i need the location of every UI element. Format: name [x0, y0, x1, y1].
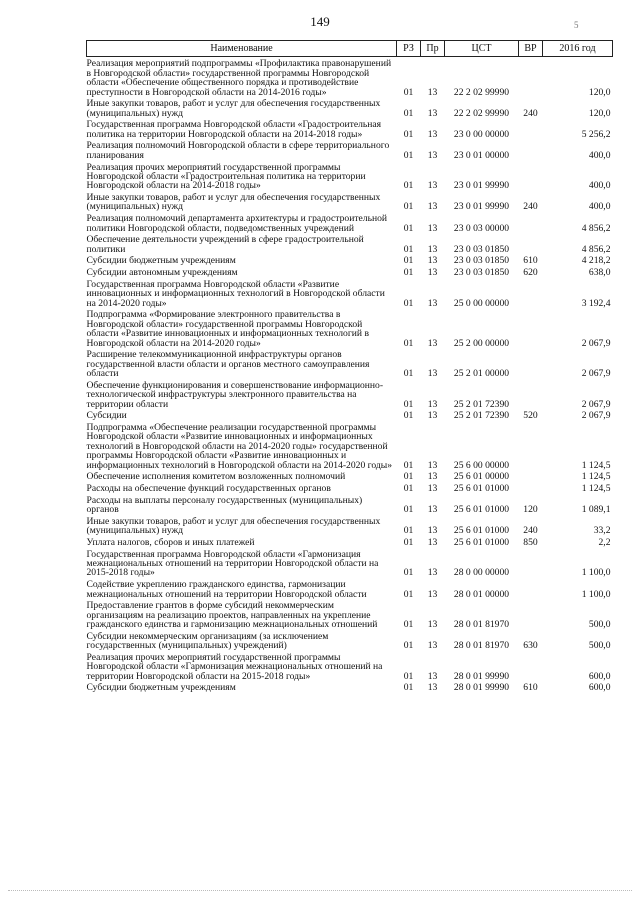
header-rz: РЗ: [397, 41, 421, 57]
row-vr: [519, 233, 543, 254]
row-rz: 01: [403, 525, 414, 537]
row-name: Государственная программа Новгородской области «Развитие инновационных и информационных технологий в Новгородской области на 2014-2020 годы»: [86, 278, 385, 309]
row-cst: 25 6 01 01000: [453, 504, 510, 516]
row-rz: 01: [403, 368, 414, 380]
row-pr: 13: [427, 640, 438, 652]
row-amount: 2 067,9: [581, 410, 611, 422]
row-cst: 25 6 01 01000: [453, 525, 510, 537]
row-pr: 13: [427, 567, 438, 579]
row-name: Реализация прочих мероприятий государственной программы Новгородской области «Гармонизация межнациональных отношений на территории Новгородской области на 2015-2018 годы»: [86, 651, 383, 682]
row-rz: 01: [403, 567, 414, 579]
row-pr: 13: [427, 471, 438, 483]
row-vr: [519, 578, 543, 599]
row-pr: 13: [427, 619, 438, 631]
row-vr: [519, 470, 543, 482]
table-row: [87, 308, 613, 348]
table-row: [87, 651, 613, 682]
row-name: Обеспечение деятельности учреждений в сфере градостроительной политики: [86, 234, 364, 255]
row-rz: 01: [403, 337, 414, 349]
row-amount: 1 124,5: [581, 471, 611, 483]
row-name: Расширение телекоммуникационной инфраструктуры органов государственной власти области и органов местного самоуправления области: [86, 349, 370, 380]
row-pr: 13: [427, 107, 438, 119]
row-cst: 25 6 01 01000: [453, 483, 510, 494]
row-vr: [519, 308, 543, 348]
row-name: Реализация полномочий департамента архитектуры и градостроительной политики Новгородской области, подведомственных учреждений: [86, 213, 388, 234]
row-pr: 13: [427, 588, 438, 600]
row-amount: 120,0: [588, 107, 611, 119]
row-pr: 13: [427, 670, 438, 682]
row-name: Расходы на выплаты персоналу государственных (муниципальных) органов: [86, 494, 363, 516]
table-row: [87, 470, 613, 482]
row-vr: 240: [523, 525, 538, 537]
corner-stamp: 5: [574, 20, 579, 30]
row-vr: 610: [523, 255, 538, 267]
row-cst: 25 6 00 00000: [453, 459, 510, 471]
table-row: [87, 515, 613, 536]
row-cst: 23 0 03 01850: [453, 243, 510, 255]
row-amount: 400,0: [588, 180, 611, 192]
row-vr: [519, 651, 543, 682]
row-vr: 240: [523, 107, 538, 119]
row-amount: 500,0: [588, 640, 611, 652]
header-cst: ЦСТ: [445, 41, 519, 57]
row-rz: 01: [403, 670, 414, 682]
header-vr: ВР: [519, 41, 543, 57]
row-amount: 1 124,5: [581, 459, 611, 471]
row-cst: 25 2 01 00000: [453, 368, 510, 380]
row-vr: 850: [523, 536, 538, 548]
header-pr: Пр: [421, 41, 445, 57]
budget-table: [86, 40, 613, 693]
row-name: Расходы на обеспечение функций государственных органов: [86, 483, 331, 494]
row-name: Обеспечение исполнения комитетом возложенных полномочий: [86, 471, 346, 483]
row-vr: [519, 278, 543, 309]
row-vr: 120: [523, 504, 538, 516]
table-row: [87, 629, 613, 650]
row-rz: 01: [403, 398, 414, 410]
row-rz: 01: [403, 504, 414, 516]
row-cst: 25 0 00 00000: [453, 297, 510, 309]
table-row: [87, 599, 613, 630]
row-cst: 22 2 02 99990: [453, 86, 510, 98]
table-row: [87, 57, 613, 97]
row-vr: [519, 482, 543, 494]
row-rz: 01: [403, 588, 414, 600]
row-vr: [519, 160, 543, 191]
row-vr: [519, 348, 543, 379]
row-vr: [519, 57, 543, 97]
table-row: [87, 681, 613, 693]
row-pr: 13: [427, 368, 438, 380]
table-row: [87, 254, 613, 266]
row-pr: 13: [427, 504, 438, 516]
row-amount: 4 218,2: [581, 255, 611, 267]
row-pr: 13: [427, 483, 438, 494]
table-row: [87, 266, 613, 278]
row-rz: 01: [403, 297, 414, 309]
row-pr: 13: [427, 410, 438, 422]
row-vr: [519, 378, 543, 409]
row-pr: 13: [427, 180, 438, 192]
row-cst: 25 2 01 72390: [453, 410, 510, 422]
row-vr: 520: [523, 410, 538, 422]
row-name: Субсидии бюджетным учреждениям: [86, 682, 236, 694]
row-vr: 630: [523, 640, 538, 652]
row-name: Иные закупки товаров, работ и услуг для обеспечения государственных (муниципальных) нужд: [86, 98, 381, 119]
row-rz: 01: [403, 180, 414, 192]
row-name: Содействие укреплению гражданского единства, гармонизации межнациональных отношений на территории Новгородской области: [86, 579, 367, 600]
page-number: 149: [310, 14, 330, 29]
row-cst: 28 0 00 00000: [453, 567, 510, 579]
row-amount: 2 067,9: [581, 368, 611, 380]
table-row: [87, 348, 613, 379]
row-rz: 01: [403, 410, 414, 422]
row-rz: 01: [403, 267, 414, 279]
table-body: [87, 57, 613, 693]
table-row: [87, 409, 613, 421]
row-rz: 01: [403, 619, 414, 631]
table-row: [87, 421, 613, 470]
row-pr: 13: [427, 201, 438, 213]
table-row: [87, 278, 613, 309]
row-rz: 01: [403, 471, 414, 483]
row-pr: 13: [427, 297, 438, 309]
row-vr: 620: [523, 267, 538, 279]
row-name: Субсидии некоммерческим организациям (за исключением государственных (муниципальных) учреждений): [86, 630, 329, 652]
row-name: Субсидии бюджетным учреждениям: [86, 255, 236, 267]
row-cst: 23 0 01 00000: [453, 149, 510, 161]
row-pr: 13: [427, 255, 438, 267]
row-rz: 01: [403, 107, 414, 119]
row-amount: 600,0: [588, 682, 611, 694]
row-amount: 3 192,4: [581, 297, 611, 309]
row-amount: 500,0: [588, 619, 611, 631]
row-name: Иные закупки товаров, работ и услуг для обеспечения государственных (муниципальных) нужд: [86, 515, 381, 537]
header-name: Наименование: [87, 41, 397, 57]
row-pr: 13: [427, 149, 438, 161]
row-vr: [519, 212, 543, 233]
row-name: Субсидии: [86, 410, 127, 422]
row-vr: [519, 421, 543, 470]
table-row: [87, 191, 613, 212]
row-amount: 5 256,2: [581, 128, 611, 140]
row-rz: 01: [403, 149, 414, 161]
table-row: [87, 212, 613, 233]
row-rz: 01: [403, 201, 414, 213]
row-amount: 120,0: [588, 86, 611, 98]
row-name: Реализация полномочий Новгородской области в сфере территориального планирования: [86, 140, 390, 161]
row-name: Подпрограмма «Формирование электронного правительства в Новгородской области» государственной программы Новгородской области «Развитие инновационных и информационных технологий в Новгородской области на 2014-2020 годы»: [86, 309, 369, 349]
row-cst: 25 2 01 72390: [453, 398, 510, 410]
row-cst: 23 0 03 01850: [453, 267, 510, 279]
row-rz: 01: [403, 459, 414, 471]
row-rz: 01: [403, 682, 414, 694]
row-amount: 600,0: [588, 670, 611, 682]
table-row: [87, 118, 613, 139]
row-rz: 01: [403, 222, 414, 234]
row-cst: 23 0 01 99990: [453, 180, 510, 192]
row-pr: 13: [427, 86, 438, 98]
row-amount: 2 067,9: [581, 398, 611, 410]
row-rz: 01: [403, 640, 414, 652]
row-amount: 4 856,2: [581, 243, 611, 255]
row-rz: 01: [403, 243, 414, 255]
row-pr: 13: [427, 337, 438, 349]
table-row: [87, 378, 613, 409]
table-header-row: [87, 41, 613, 57]
row-pr: 13: [427, 682, 438, 694]
row-amount: 638,0: [588, 267, 611, 279]
row-cst: 25 2 00 00000: [453, 337, 510, 349]
row-cst: 23 0 01 99990: [453, 201, 510, 213]
table-row: [87, 139, 613, 160]
row-cst: 23 0 03 00000: [453, 222, 510, 234]
table-row: [87, 482, 613, 494]
row-amount: 1 100,0: [581, 588, 611, 600]
row-rz: 01: [403, 128, 414, 140]
row-cst: 22 2 02 99990: [453, 107, 510, 119]
row-cst: 28 0 01 99990: [453, 682, 510, 694]
table-row: [87, 536, 613, 548]
row-pr: 13: [427, 222, 438, 234]
row-pr: 13: [427, 536, 438, 548]
row-name: Реализация мероприятий подпрограммы «Профилактика правонарушений в Новгородской области» государственной программы Новгородской области «Обеспечение общественного порядка и противодействие преступности в Новгородской области на 2014-2016 годы»: [86, 58, 392, 98]
row-cst: 28 0 01 81970: [453, 619, 510, 631]
row-amount: 1 100,0: [581, 567, 611, 579]
scan-artifact-line: [8, 890, 632, 891]
row-vr: 610: [523, 682, 538, 694]
row-pr: 13: [427, 128, 438, 140]
row-name: Подпрограмма «Обеспечение реализации государственной программы Новгородской области «Развитие инновационных и информационных технологий в Новгородской области на 2014-2020 годы» государственной программы Новгородской области «Развитие инновационных и информационных технологий в Новгородской области на 2014-2020 годы»: [86, 421, 392, 471]
table-row: [87, 233, 613, 254]
row-vr: [519, 547, 543, 578]
row-rz: 01: [403, 483, 414, 494]
row-amount: 2,2: [598, 536, 611, 548]
row-rz: 01: [403, 255, 414, 267]
row-vr: [519, 139, 543, 160]
row-pr: 13: [427, 267, 438, 279]
row-vr: 240: [523, 201, 538, 213]
row-cst: 28 0 01 81970: [453, 640, 510, 652]
row-amount: 2 067,9: [581, 337, 611, 349]
table-row: [87, 160, 613, 191]
row-rz: 01: [403, 86, 414, 98]
row-amount: 33,2: [593, 525, 611, 537]
row-cst: 23 0 03 01850: [453, 255, 510, 267]
row-name: Субсидии автономным учреждениям: [86, 267, 238, 279]
table-row: [87, 547, 613, 578]
row-amount: 1 089,1: [581, 504, 611, 516]
row-name: Реализация прочих мероприятий государственной программы Новгородской области «Градостроительная политика на территории Новгородской области на 2014-2018 годы»: [86, 161, 366, 192]
table-row: [87, 578, 613, 599]
row-rz: 01: [403, 536, 414, 548]
row-vr: [519, 118, 543, 139]
row-amount: 400,0: [588, 201, 611, 213]
row-name: Иные закупки товаров, работ и услуг для обеспечения государственных (муниципальных) нужд: [86, 192, 381, 213]
row-name: Обеспечение функционирования и совершенствование информационно-технологической инфраструктуры электронного правительства на территории области: [86, 379, 384, 410]
row-name: Предоставление грантов в форме субсидий некоммерческим организациям на реализацию проектов, направленных на укрепление гражданского единства и гармонизацию межнациональных отношений: [86, 600, 378, 631]
row-pr: 13: [427, 398, 438, 410]
row-cst: 28 0 01 00000: [453, 588, 510, 600]
row-name: Государственная программа Новгородской области «Гармонизация межнациональных отношений на территории Новгородской области на 2015-2018 годы»: [86, 548, 379, 579]
row-cst: 25 6 01 01000: [453, 536, 510, 548]
table-row: [87, 493, 613, 514]
row-amount: 4 856,2: [581, 222, 611, 234]
row-pr: 13: [427, 243, 438, 255]
row-pr: 13: [427, 459, 438, 471]
row-cst: 28 0 01 99990: [453, 670, 510, 682]
row-vr: [519, 599, 543, 630]
table-row: [87, 97, 613, 118]
row-amount: 400,0: [588, 149, 611, 161]
row-cst: 23 0 00 00000: [453, 128, 510, 140]
row-amount: 1 124,5: [581, 483, 611, 494]
row-pr: 13: [427, 525, 438, 537]
header-year: 2016 год: [543, 41, 613, 57]
row-name: Государственная программа Новгородской области «Градостроительная политика на территории Новгородской области на 2014-2018 годы»: [86, 119, 382, 140]
row-cst: 25 6 01 00000: [453, 471, 510, 483]
row-name: Уплата налогов, сборов и иных платежей: [86, 536, 255, 548]
